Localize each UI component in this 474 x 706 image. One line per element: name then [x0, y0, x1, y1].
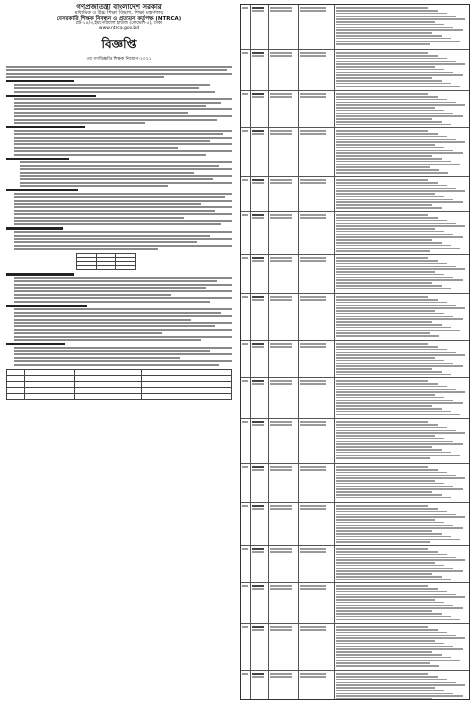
left-column: [6, 4, 232, 700]
table-cell: [299, 177, 335, 211]
table-cell: [335, 212, 469, 254]
table-cell: [335, 583, 469, 623]
table-cell: [251, 50, 269, 90]
table-cell: [251, 255, 269, 293]
table-cell: [335, 671, 469, 700]
table-cell: [251, 294, 269, 340]
table-cell: [269, 50, 299, 90]
table-cell: [299, 5, 335, 49]
table-cell: [241, 91, 251, 127]
table-cell: [335, 503, 469, 545]
table-cell: [241, 583, 251, 623]
table-cell: [299, 503, 335, 545]
table-cell: [335, 91, 469, 127]
table-cell: [251, 464, 269, 502]
table-cell: [299, 212, 335, 254]
table-cell: [269, 294, 299, 340]
table-cell: [251, 128, 269, 176]
table-cell: [251, 177, 269, 211]
table-cell: [335, 419, 469, 463]
table-cell: [299, 378, 335, 418]
table-cell: [335, 294, 469, 340]
table-cell: [269, 546, 299, 582]
table-cell: [335, 255, 469, 293]
table-cell: [335, 341, 469, 377]
fee-table: [76, 253, 136, 270]
table-cell: [299, 294, 335, 340]
table-cell: [241, 464, 251, 502]
table-cell: [251, 583, 269, 623]
table-cell: [251, 341, 269, 377]
table-cell: [241, 128, 251, 176]
table-cell: [269, 91, 299, 127]
table-cell: [299, 91, 335, 127]
table-cell: [269, 624, 299, 670]
table-row: [241, 624, 469, 671]
table-cell: [251, 378, 269, 418]
table-cell: [335, 50, 469, 90]
header-line-2: মাধ্যমিক ও উচ্চ শিক্ষা বিভাগ, শিক্ষা মন্ত্রণালয়: [74, 10, 164, 17]
table-cell: [299, 464, 335, 502]
table-cell: [335, 546, 469, 582]
table-cell: [241, 50, 251, 90]
table-cell: [241, 503, 251, 545]
table-cell: [299, 341, 335, 377]
table-cell: [241, 177, 251, 211]
table-cell: [335, 128, 469, 176]
table-row: [241, 464, 469, 503]
page-subtitle: ৩য় গণবিজ্ঞপ্তি শিক্ষক নিয়োগ-২০২১: [86, 56, 152, 62]
table-row: [241, 583, 469, 624]
table-cell: [269, 503, 299, 545]
table-cell: [299, 546, 335, 582]
header-line-3: বেসরকারি শিক্ষক নিবন্ধন ও প্রত্যয়ন কর্তৃপক্ষ (NTRCA): [56, 15, 182, 22]
table-cell: [269, 5, 299, 49]
post-table-left: [6, 369, 232, 400]
table-cell: [269, 128, 299, 176]
table-row: [241, 5, 469, 50]
page-title: বিজ্ঞপ্তি: [101, 36, 137, 51]
table-cell: [269, 419, 299, 463]
table-row: [241, 91, 469, 128]
table-cell: [335, 464, 469, 502]
table-cell: [269, 177, 299, 211]
table-cell: [251, 546, 269, 582]
table-cell: [251, 671, 269, 700]
table-cell: [299, 624, 335, 670]
table-row: [241, 419, 469, 464]
table-cell: [269, 255, 299, 293]
right-column-table: [240, 4, 470, 700]
table-cell: [241, 671, 251, 700]
table-cell: [269, 671, 299, 700]
table-cell: [241, 294, 251, 340]
table-cell: [251, 624, 269, 670]
table-cell: [299, 671, 335, 700]
table-cell: [299, 419, 335, 463]
table-cell: [241, 546, 251, 582]
table-cell: [251, 419, 269, 463]
table-row: [241, 255, 469, 294]
table-cell: [299, 255, 335, 293]
table-cell: [241, 212, 251, 254]
table-cell: [241, 5, 251, 49]
table-cell: [241, 378, 251, 418]
table-cell: [299, 128, 335, 176]
table-cell: [335, 378, 469, 418]
table-cell: [299, 50, 335, 90]
table-cell: [269, 341, 299, 377]
table-row: [241, 294, 469, 341]
table-cell: [241, 255, 251, 293]
table-row: [241, 546, 469, 583]
table-row: [241, 50, 469, 91]
table-row: [241, 671, 469, 700]
table-cell: [335, 624, 469, 670]
table-cell: [269, 464, 299, 502]
header-line-4: প্লট-১৪/৩,ইমপেরিয়াল হাউজ (লেভেল-৫), ঢাকা: [75, 21, 163, 27]
table-row: [241, 177, 469, 212]
table-row: [241, 378, 469, 419]
table-row: [241, 128, 469, 177]
table-cell: [335, 177, 469, 211]
table-cell: [241, 624, 251, 670]
body-text: [6, 66, 232, 400]
table-cell: [241, 341, 251, 377]
table-cell: [251, 91, 269, 127]
table-cell: [269, 378, 299, 418]
table-cell: [251, 212, 269, 254]
table-cell: [299, 583, 335, 623]
table-cell: [269, 583, 299, 623]
table-row: [241, 212, 469, 255]
table-row: [241, 503, 469, 546]
table-cell: [241, 419, 251, 463]
header-line-5: www.ntrca.gov.bd: [98, 26, 140, 32]
header-line-1: গণপ্রজাতন্ত্রী বাংলাদেশ সরকার: [76, 4, 162, 11]
table-cell: [269, 212, 299, 254]
header: [6, 4, 232, 32]
table-row: [241, 341, 469, 378]
table-cell: [251, 5, 269, 49]
table-cell: [251, 503, 269, 545]
table-cell: [335, 5, 469, 49]
